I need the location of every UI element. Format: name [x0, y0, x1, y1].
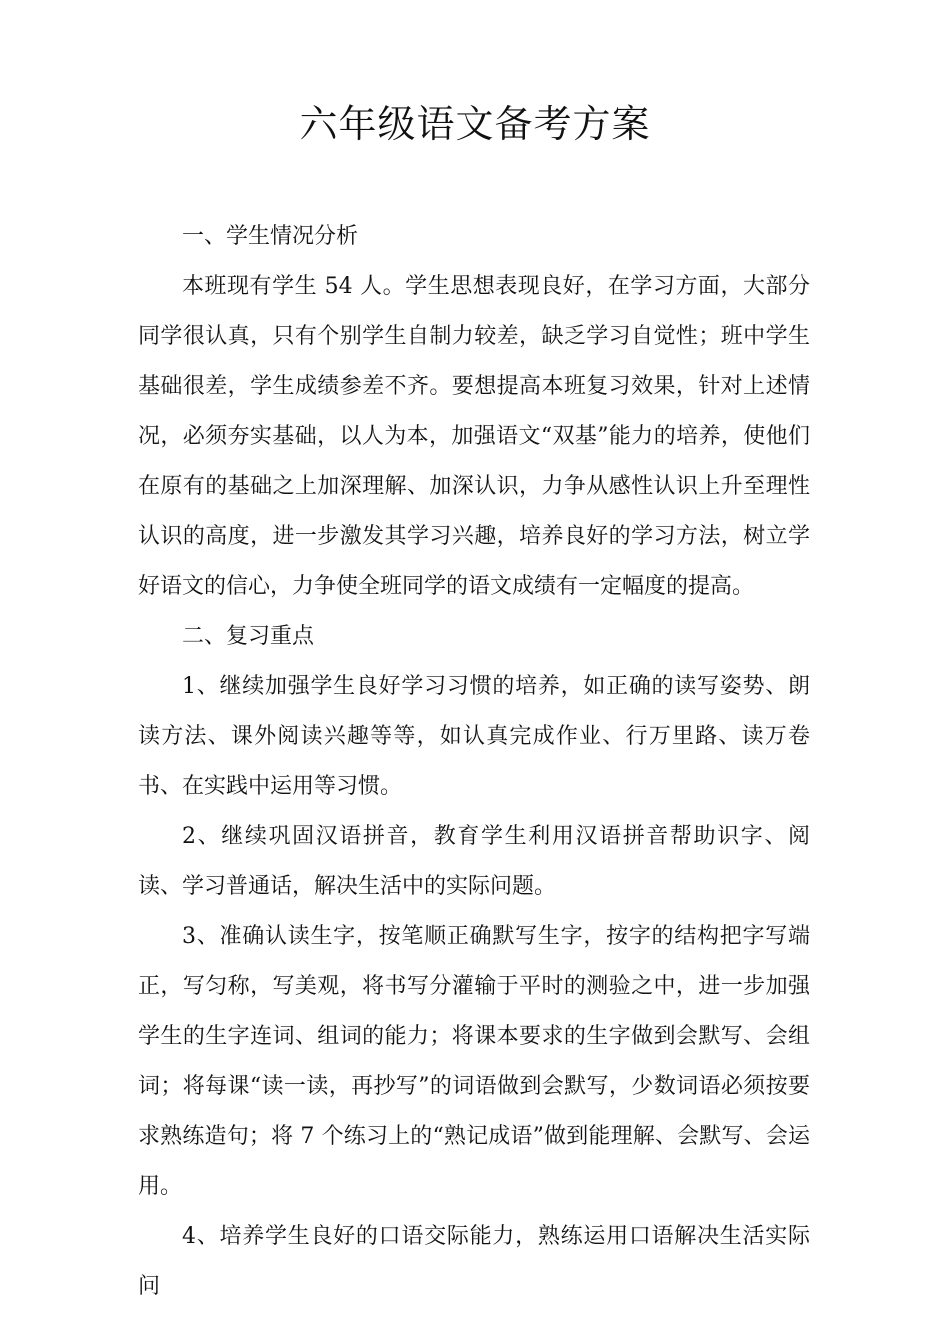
- section-heading-review-focus: 二、复习重点: [182, 624, 315, 649]
- section-heading-student-analysis: 一、学生情况分析: [182, 224, 359, 249]
- document-title: 六年级语文备考方案: [299, 102, 651, 146]
- paragraph-item-4: 4、培养学生良好的口语交际能力，熟练运用口语解决生活实际问: [138, 1224, 810, 1299]
- paragraph-student-analysis: 本班现有学生 54 人。学生思想表现良好，在学习方面，大部分同学很认真，只有个别学生自制力较差，缺乏学习自觉性；班中学生基础很差，学生成绩参差不齐。要想提高本班复习效果，针对上述情况，必须夯实基础，以人为本，加强语文“双基”能力的培养，使他们在原有的基础之上加深理解、加深认识，力争从感性认识上升至理性认识的高度，进一步激发其学习兴趣，培养良好的学习方法，树立学好语文的信心，力争使全班同学的语文成绩有一定幅度的提高。: [138, 274, 810, 599]
- paragraph-item-2: 2、继续巩固汉语拼音，教育学生利用汉语拼音帮助识字、阅读、学习普通话，解决生活中的实际问题。: [138, 824, 810, 899]
- paragraph-item-1: 1、继续加强学生良好学习习惯的培养，如正确的读写姿势、朗读方法、课外阅读兴趣等等，如认真完成作业、行万里路、读万卷书、在实践中运用等习惯。: [138, 674, 810, 799]
- document-body: [138, 212, 810, 1312]
- paragraph-item-3: 3、准确认读生字，按笔顺正确默写生字，按字的结构把字写端正，写匀称，写美观，将书写分灌输于平时的测验之中，进一步加强学生的生字连词、组词的能力；将课本要求的生字做到会默写、会组词；将每课“读一读，再抄写”的词语做到会默写，少数词语必须按要求熟练造句；将 7 个练习上的“熟记成语”做到能理解、会默写、会运用。: [138, 924, 810, 1199]
